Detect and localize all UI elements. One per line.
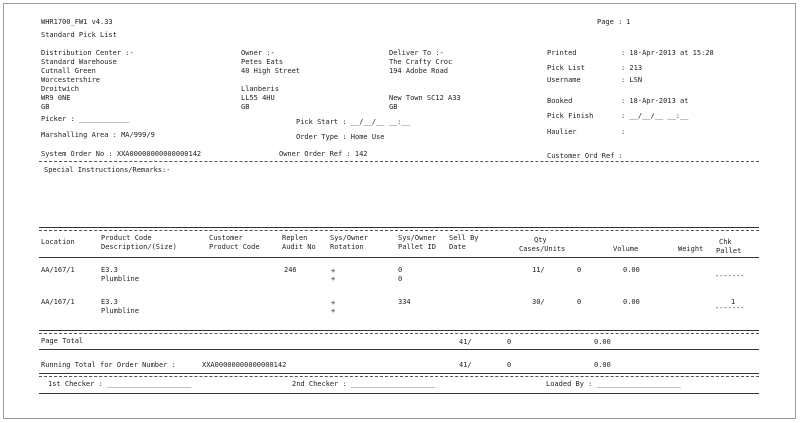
- owner-label: Owner :-: [241, 49, 275, 57]
- footer-rule: [39, 393, 759, 394]
- col-chk: Chk: [719, 238, 732, 246]
- col-cases-units: Cases/Units: [519, 245, 566, 253]
- running-total-cases: 41/: [459, 361, 472, 369]
- col-date: Date: [449, 243, 466, 251]
- page-label: Page :: [597, 18, 623, 26]
- row-chk-pallet: 1: [731, 298, 736, 306]
- divider: [39, 161, 759, 162]
- pick-list-value: : 213: [621, 64, 643, 72]
- col-product-code: Product Code: [101, 234, 152, 242]
- row-volume: 0.00: [623, 298, 640, 306]
- row-cases: 11/: [532, 266, 545, 274]
- dc-line: WR9 0NE: [41, 94, 71, 102]
- page-total-units: 0: [507, 338, 512, 346]
- owner-order-ref: Owner Order Ref : 142: [279, 150, 368, 158]
- picker-field[interactable]: Picker : ____________: [41, 115, 130, 123]
- row-rotation: +: [331, 299, 336, 307]
- order-type: Order Type : Home Use: [296, 133, 385, 141]
- col-pallet: Pallet: [716, 247, 742, 255]
- row-rotation: +: [331, 275, 336, 283]
- col-qty: Qty: [534, 236, 547, 244]
- row-location: AA/167/1: [41, 266, 75, 274]
- printed-value: : 18-Apr-2013 at 15:28: [621, 49, 714, 57]
- deliver-line: GB: [389, 103, 398, 111]
- col-sysowner-pallet: Sys/Owner: [398, 234, 436, 242]
- table-top-rule-dashed: [39, 230, 759, 231]
- page-total-volume: 0.00: [594, 338, 611, 346]
- running-total-volume: 0.00: [594, 361, 611, 369]
- row-product-code: E3.3: [101, 266, 118, 274]
- booked-value: : 18-Apr-2013 at: [621, 97, 689, 105]
- deliver-line: The Crafty Croc: [389, 58, 453, 66]
- pick-list-label: Pick List: [547, 64, 585, 72]
- table-header-rule: [39, 257, 759, 258]
- col-customer-product-code: Product Code: [209, 243, 260, 251]
- owner-line: Llanberis: [241, 85, 279, 93]
- distribution-center-label: Distribution Center :-: [41, 49, 134, 57]
- col-customer: Customer: [209, 234, 243, 242]
- page-total-rule-dashed: [39, 333, 759, 334]
- deliver-line: New Town SC12 A33: [389, 94, 461, 102]
- page-number: 1: [626, 18, 631, 26]
- page-total-label: Page Total: [41, 337, 84, 345]
- deliver-to-label: Deliver To :-: [389, 49, 444, 57]
- row-replen: 246: [284, 266, 297, 274]
- row-chk-line: -------: [715, 304, 745, 312]
- row-description: Plumbline: [101, 275, 139, 283]
- col-replen: Replen: [282, 234, 308, 242]
- deliver-line: 194 Adobe Road: [389, 67, 449, 75]
- col-description: Description/(Size): [101, 243, 177, 251]
- col-pallet-id: Pallet ID: [398, 243, 436, 251]
- row-units: 0: [577, 266, 582, 274]
- col-sell-by: Sell By: [449, 234, 479, 242]
- customer-ord-ref: Customer Ord Ref :: [547, 152, 623, 160]
- username-value: : LSN: [621, 76, 643, 84]
- running-total-rule: [39, 373, 759, 374]
- running-total-rule-dashed: [39, 376, 759, 377]
- table-top-rule: [39, 227, 759, 228]
- running-total-label: Running Total for Order Number :: [41, 361, 176, 369]
- running-total-units: 0: [507, 361, 512, 369]
- report-version: WHR1700_FW1 v4.33: [41, 18, 113, 26]
- col-volume: Volume: [613, 245, 639, 253]
- row-pallet-id: 0: [398, 266, 403, 274]
- row-volume: 0.00: [623, 266, 640, 274]
- haulier-value: :: [621, 128, 626, 136]
- running-total-order: XXA00000000000000142: [202, 361, 287, 369]
- pick-start-field[interactable]: Pick Start : __/__/__ __:__: [296, 118, 410, 126]
- loaded-by-field[interactable]: Loaded By : ____________________: [546, 380, 681, 388]
- row-pallet-id: 0: [398, 275, 403, 283]
- pick-finish-value: : __/__/__ __:__: [621, 112, 689, 120]
- owner-line: GB: [241, 103, 250, 111]
- first-checker-field[interactable]: 1st Checker : ____________________: [48, 380, 192, 388]
- row-location: AA/167/1: [41, 298, 75, 306]
- col-weight: Weight: [678, 245, 704, 253]
- row-description: Plumbline: [101, 307, 139, 315]
- haulier-label: Haulier: [547, 128, 577, 136]
- pick-finish-label: Pick Finish: [547, 112, 594, 120]
- col-location: Location: [41, 238, 75, 246]
- col-sysowner: Sys/Owner: [330, 234, 368, 242]
- row-chk-line: -------: [715, 272, 745, 280]
- page-total-bottom-rule: [39, 349, 759, 350]
- col-audit-no: Audit No: [282, 243, 316, 251]
- marshalling-area: Marshalling Area : MA/999/9: [41, 131, 155, 139]
- page-total-rule: [39, 330, 759, 331]
- owner-line: Petes Eats: [241, 58, 284, 66]
- dc-line: Standard Warehouse: [41, 58, 117, 66]
- second-checker-field[interactable]: 2nd Checker : ____________________: [292, 380, 436, 388]
- username-label: Username: [547, 76, 581, 84]
- col-rotation: Rotation: [330, 243, 364, 251]
- row-pallet-id: 334: [398, 298, 411, 306]
- row-cases: 30/: [532, 298, 545, 306]
- pick-list-page: [3, 3, 796, 419]
- dc-line: GB: [41, 103, 50, 111]
- special-instructions: Special Instructions/Remarks:-: [44, 166, 171, 174]
- row-rotation: +: [331, 307, 336, 315]
- row-units: 0: [577, 298, 582, 306]
- row-product-code: E3.3: [101, 298, 118, 306]
- row-rotation: +: [331, 267, 336, 275]
- booked-label: Booked: [547, 97, 573, 105]
- owner-line: LL55 4HU: [241, 94, 275, 102]
- system-order-no: System Order No : XXA00000000000000142: [41, 150, 202, 158]
- printed-label: Printed: [547, 49, 577, 57]
- dc-line: Droitwich: [41, 85, 79, 93]
- dc-line: Cutnall Green: [41, 67, 96, 75]
- page-total-cases: 41/: [459, 338, 472, 346]
- owner-line: 40 High Street: [241, 67, 301, 75]
- dc-line: Worcestershire: [41, 76, 101, 84]
- report-title: Standard Pick List: [41, 31, 117, 39]
